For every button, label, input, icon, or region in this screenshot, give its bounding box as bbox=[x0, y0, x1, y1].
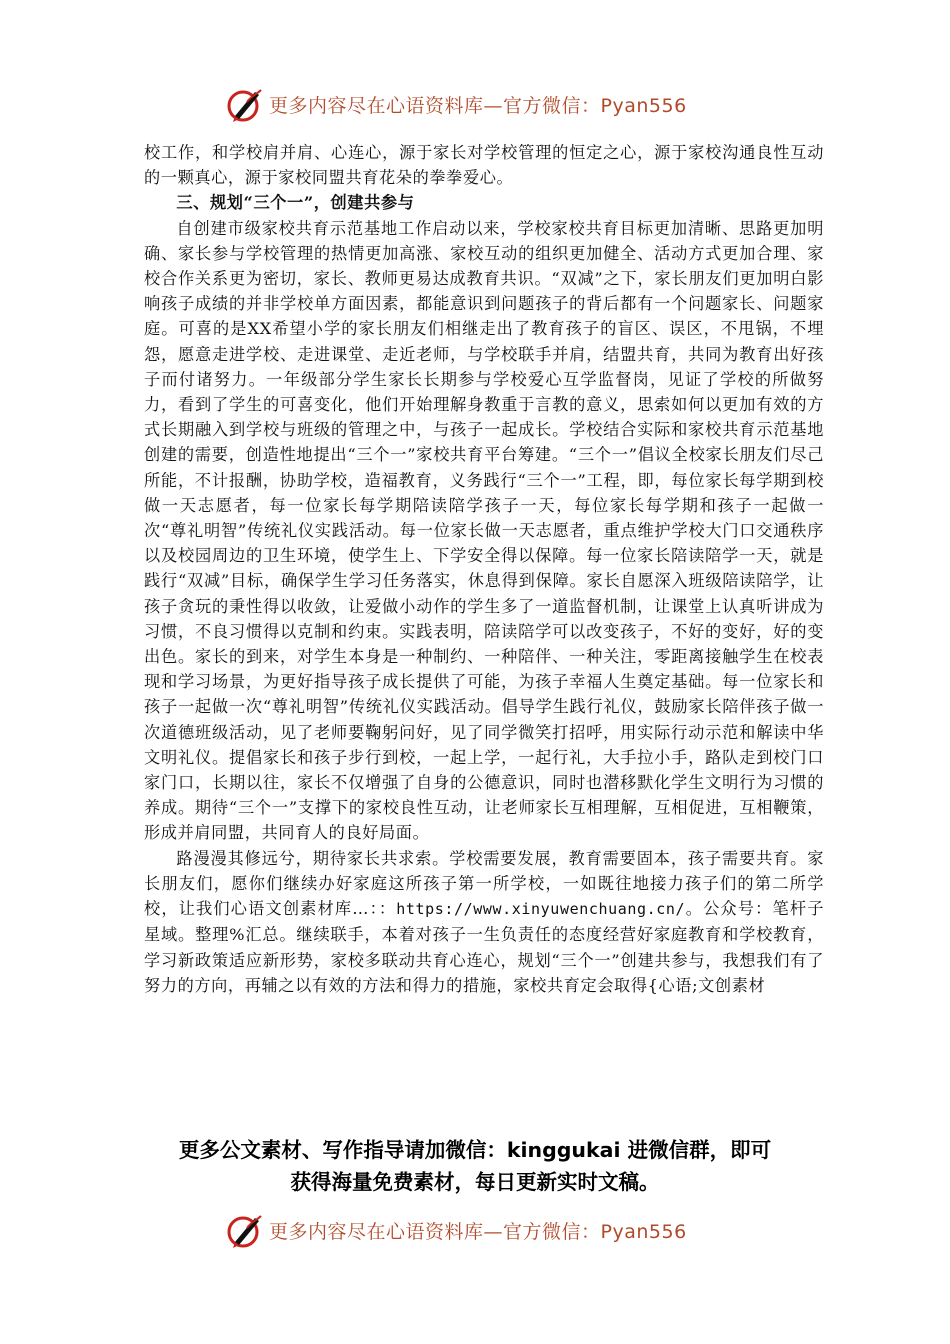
paragraph-main: 自创建市级家校共育示范基地工作启动以来，学校家校共育目标更加清晰、思路更加明确、家长参与学校管理的热情更加高涨、家校互动的组织更加健全、活动方式更加合理、家校合作关系更为密切，家长、教师更易达成教育共识。“双减”之下，家长朋友们更加明白影响孩子成绩的并非学校单方面因素，都能意识到问题孩子的背后都有一个问题家长、问题家庭。可喜的是XX希望小学的家长朋友们相继走出了教育孩子的盲区、误区，不甩锅，不埋怨，愿意走进学校、走进课堂、走近老师，与学校联手并肩，结盟共育，共同为教育出好孩子而付诸努力。一年级部分学生家长长期参与学校爱心互学监督岗，见证了学校的所做努力，看到了学生的可喜变化，他们开始理解身教重于言教的意义，思索如何以更加有效的方式长期融入到学校与班级的管理之中，与孩子一起成长。学校结合实际和家校共育示范基地创建的需要，创造性地提出“三个一”家校共育平台筹建。“三个一”倡议全校家长朋友们尽己所能，不计报酬，协助学校，造福教育，义务践行“三个一”工程，即，每位家长每学期到校做一天志愿者，每一位家长每学期陪读陪学孩子一天，每位家长每学期和孩子一起做一次“尊礼明智”传统礼仪实践活动。每一位家长做一天志愿者，重点维护学校大门口交通秩序以及校园周边的卫生环境，使学生上、下学安全得以保障。每一位家长陪读陪学一天，就是践行“双减”目标，确保学生学习任务落实，休息得到保障。家长自愿深入班级陪读陪学，让孩子贪玩的秉性得以收敛，让爱做小动作的学生多了一道监督机制，让课堂上认真听讲成为习惯，不良习惯得以克制和约束。实践表明，陪读陪学可以改变孩子，不好的变好，好的变出色。家长的到来，对学生本身是一种制约、一种陪伴、一种关注，零距离接触学生在校表现和学习场景，为更好指导孩子成长提供了可能，为孩子幸福人生奠定基础。每一位家长和孩子一起做一次“尊礼明智”传统礼仪实践活动。倡导学生践行礼仪，鼓励家长陪伴孩子做一次道德班级活动，见了老师要鞠躬问好，见了同学微笑打招呼，用实际行动示范和解读中华文明礼仪。提倡家长和孩子步行到校，一起上学，一起行礼，大手拉小手，路队走到校门口家门口，长期以往，家长不仅增强了自身的公德意识，同时也潜移默化学生文明行为习惯的养成。期待“三个一”支撑下的家校良性互动，让老师家长互相理解，互相促进，互相鞭策，形成并肩同盟，共同育人的良好局面。 bbox=[144, 218, 824, 843]
header-wechat-id: Pyan556 bbox=[600, 94, 687, 117]
header-separator: — bbox=[483, 94, 504, 117]
header-site-name: 更多内容尽在心语资料库 bbox=[269, 94, 484, 117]
footer-site-name: 更多内容尽在心语资料库 bbox=[269, 1220, 484, 1243]
section-heading: 三、规划“三个一”，创建共参与 bbox=[176, 193, 415, 213]
promo-block bbox=[100, 1134, 850, 1198]
promo-line-2: 获得海量免费素材，每日更新实时文稿。 bbox=[290, 1170, 660, 1194]
footer-banner-text bbox=[269, 1217, 687, 1244]
header-banner-text bbox=[269, 91, 687, 118]
closing-url: https://www.xinyuwenchuang.cn/ bbox=[396, 900, 686, 919]
footer-separator: — bbox=[483, 1220, 504, 1243]
footer-banner bbox=[225, 1210, 725, 1250]
footer-wechat-id: Pyan556 bbox=[600, 1220, 687, 1243]
paragraph-continued: 校工作，和学校肩并肩、心连心，源于家长对学校管理的恒定之心，源于家校沟通良性互动的一颗真心，源于家校同盟共育花朵的拳拳爱心。 bbox=[144, 143, 824, 188]
pen-logo-icon bbox=[225, 1210, 265, 1250]
document-body bbox=[144, 140, 824, 998]
header-wechat-label: 官方微信： bbox=[503, 94, 601, 117]
header-banner bbox=[225, 84, 725, 124]
promo-line-1: 更多公文素材、写作指导请加微信：kinggukai 进微信群，即可 bbox=[178, 1138, 772, 1162]
closing-text-b: 。公众号：笔杆子星域。整理%汇总。继续联手，本着对孩子一生负责任的态度经营好家庭教育和学校教育，学习新政策适应新形势，家校多联动共育心连心，规划“三个一”创建共参与，我想我们有了努力的方向，再辅之以有效的方法和得力的措施，家校共育定会取得{心语;文创素材 bbox=[144, 899, 824, 995]
footer-wechat-label: 官方微信： bbox=[503, 1220, 601, 1243]
pen-logo-icon bbox=[225, 84, 265, 124]
paragraph-closing bbox=[144, 846, 824, 998]
closing-text-a: 路漫漫其修远兮，期待家长共求索。学校需要发展，教育需要固本，孩子需要共育。家长朋友们，愿你们继续办好家庭这所孩子第一所学校，一如既往地接力孩子们的第二所学校，让我们心语文创素材库…：： bbox=[144, 848, 824, 919]
